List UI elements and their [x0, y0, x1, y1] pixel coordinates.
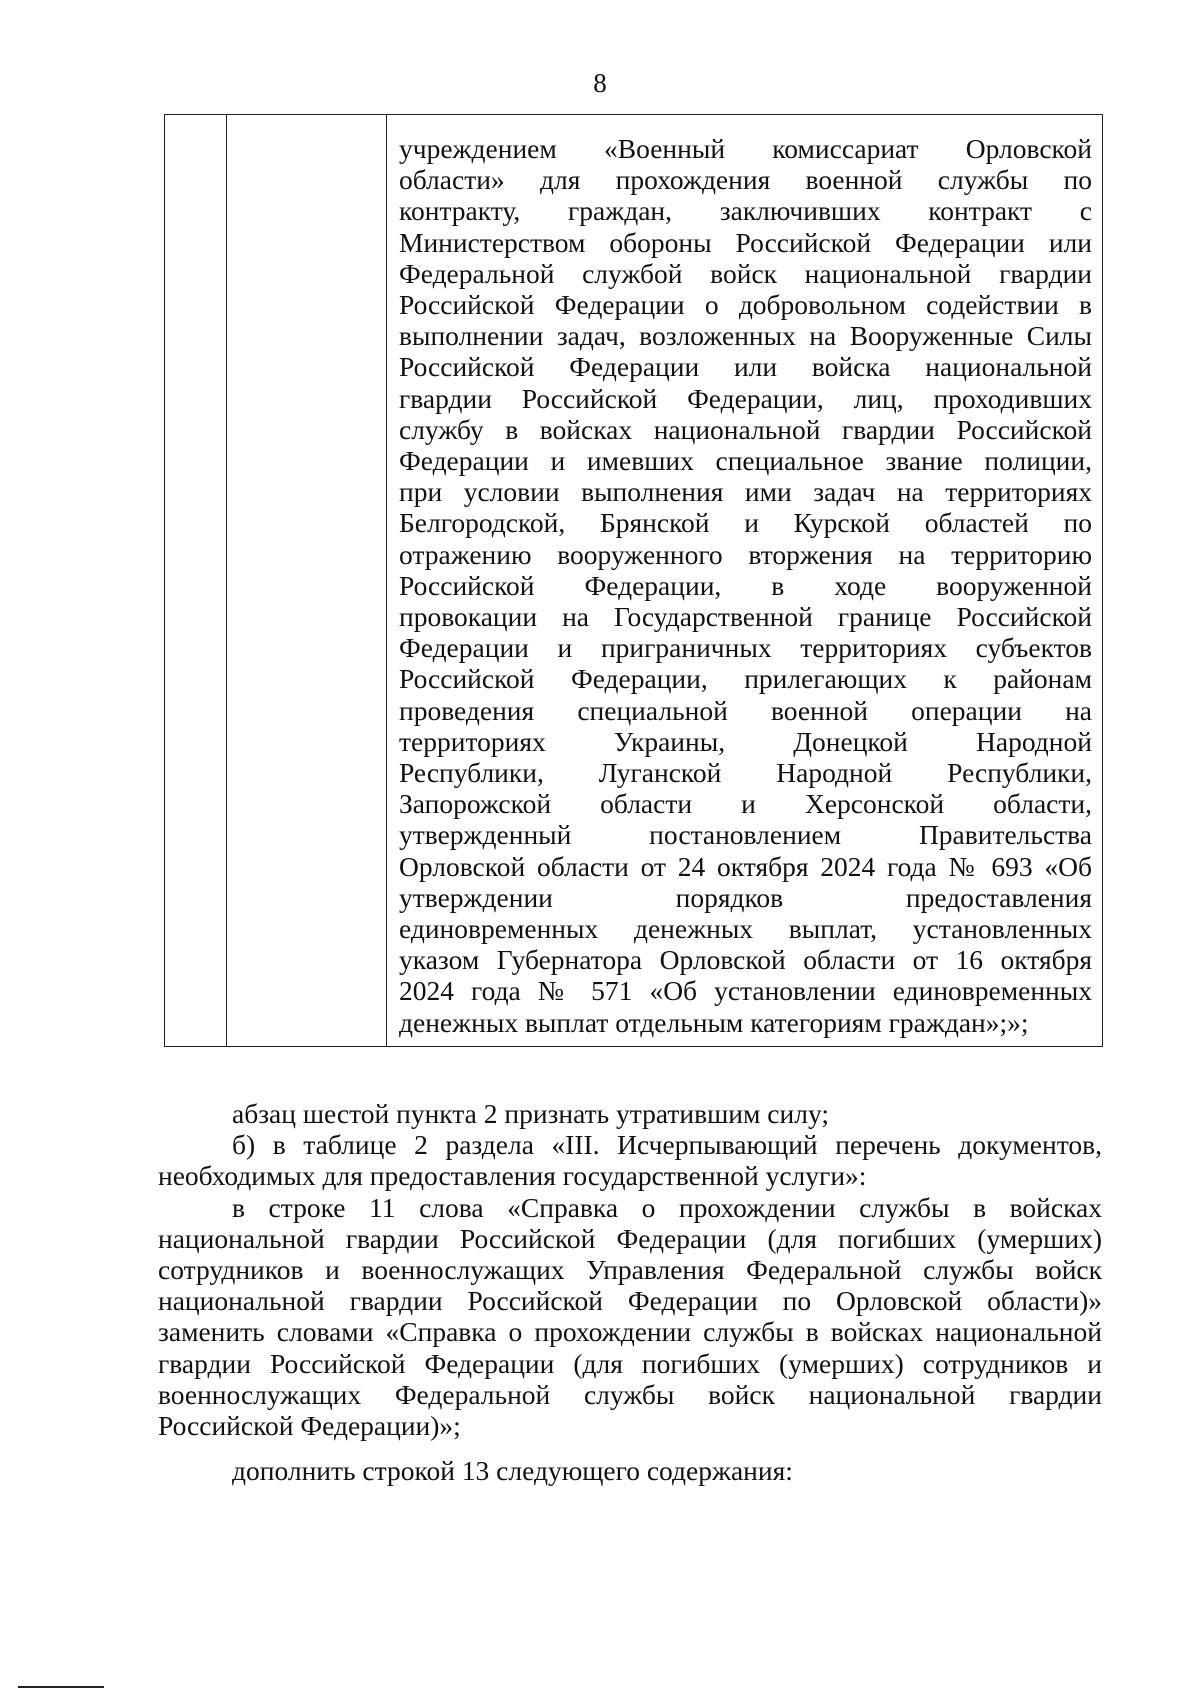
table-cell-number	[165, 115, 227, 1047]
table-cell-line: Российской Федерации, прилегающих к районам	[399, 663, 1092, 695]
table-cell-line: провокации на Государственной границе Российской	[399, 601, 1092, 633]
document-table	[164, 114, 1103, 1047]
table-cell-content	[387, 115, 1103, 1047]
table-cell-line: отражению вооруженного вторжения на территорию	[399, 538, 1092, 570]
table-cell-line: Российской Федерации о добровольном содействии в	[399, 289, 1092, 321]
table-cell-line: Федерации и имевших специальное звание полиции,	[399, 445, 1092, 477]
table-cell-line: единовременных денежных выплат, установленных	[399, 913, 1092, 945]
table-cell-line: Министерством обороны Российской Федерации или	[399, 226, 1092, 258]
table-cell-line: утверждении порядков предоставления	[399, 881, 1092, 913]
table-cell-line: Российской Федерации, в ходе вооруженной	[399, 569, 1092, 601]
table-cell-line: Запорожской области и Херсонской области,	[399, 788, 1092, 820]
table-cell-line: при условии выполнения ими задач на территориях	[399, 476, 1092, 508]
table-cell-line: учреждением «Военный комиссариат Орловской	[399, 133, 1092, 164]
table-cell-line: территориях Украины, Донецкой Народной	[399, 725, 1092, 757]
table-cell-line: 2024 года № 571 «Об установлении единовременных	[399, 975, 1092, 1007]
table-cell-line: Федерации и приграничных территориях субъектов	[399, 632, 1092, 664]
table-cell-line: Белгородской, Брянской и Курской областей по	[399, 507, 1092, 539]
paragraph-table-2: б) в таблице 2 раздела «III. Исчерпывающий перечень документов, необходимых для предоставления государственной услуги»:	[158, 1129, 1102, 1192]
table-cell-line: Российской Федерации или войска национальной	[399, 351, 1092, 383]
table-cell-name	[227, 115, 387, 1047]
table-cell-line: денежных выплат отдельным категориям граждан»;»;	[399, 1006, 1029, 1038]
paragraph-row-11: в строке 11 слова «Справка о прохождении службы в войсках национальной гвардии Российской Федерации (для погибших (умерших) сотрудников и военнослужащих Управления Федеральной службы войск национальной гвардии Российской Федерации по Орловской области)» заменить словами «Справка о прохождении службы в войсках национальной гвардии Российской Федерации (для погибших (умерших) сотрудников и военнослужащих Федеральной службы войск национальной гвардии Российской Федерации)»;	[158, 1191, 1102, 1442]
table-cell-line: Орловской области от 24 октября 2024 года № 693 «Об	[399, 850, 1092, 882]
table-cell-line: контракту, граждан, заключивших контракт с	[399, 195, 1092, 227]
table-cell-line: области» для прохождения военной службы по	[399, 164, 1092, 196]
table-cell-line: указом Губернатора Орловской области от 16 октября	[399, 944, 1092, 976]
scan-edge-mark	[18, 1686, 104, 1688]
table-cell-line: гвардии Российской Федерации, лиц, проходивших	[399, 382, 1092, 414]
table-cell-line: проведения специальной военной операции на	[399, 694, 1092, 726]
paragraph-row-13: дополнить строкой 13 следующего содержания:	[232, 1455, 793, 1487]
table-row	[165, 115, 1103, 1047]
table-cell-line: службу в войсках национальной гвардии Российской	[399, 413, 1092, 445]
paragraph-abzac: абзац шестой пункта 2 признать утратившим силу;	[232, 1098, 829, 1129]
table-cell-line: Республики, Луганской Народной Республики,	[399, 757, 1092, 789]
table-cell-text	[387, 115, 1102, 1046]
table-cell-line: Федеральной службой войск национальной гвардии	[399, 257, 1092, 289]
table-cell-line: утвержденный постановлением Правительства	[399, 819, 1092, 851]
page-number: 8	[593, 68, 607, 98]
table-cell-line: выполнении задач, возложенных на Вооруженные Силы	[399, 320, 1092, 352]
document-body	[158, 1098, 1102, 1486]
